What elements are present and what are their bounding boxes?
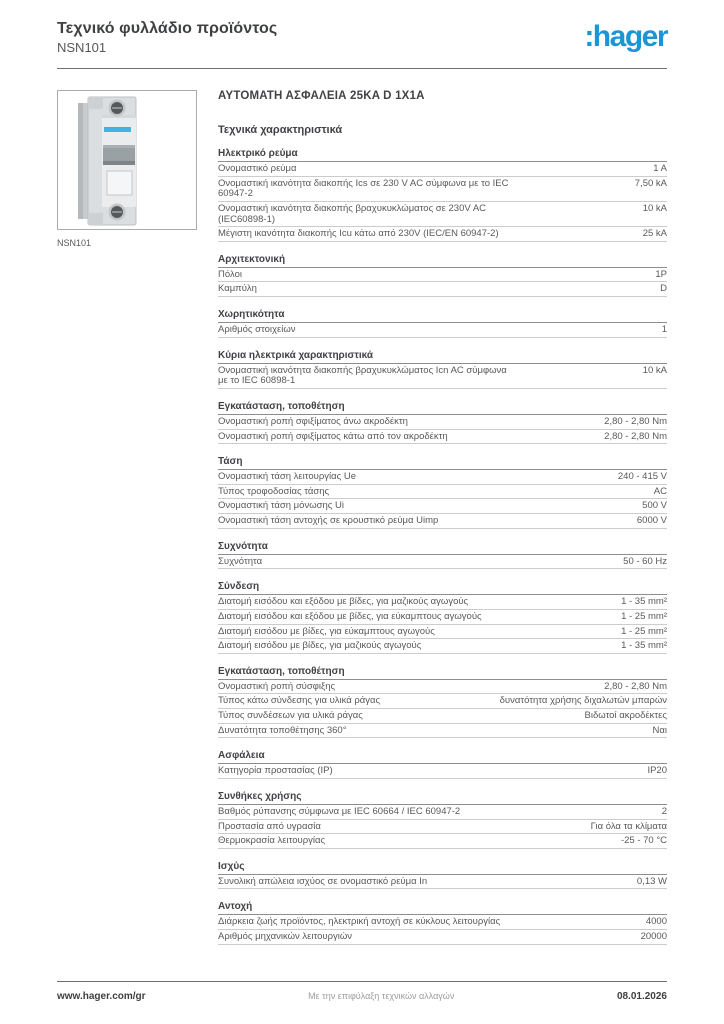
- spec-label: Διατομή εισόδου με βίδες, για εύκαμπτους αγωγούς: [218, 625, 435, 637]
- spec-value: 20000: [640, 931, 667, 942]
- hager-logo: :hager: [584, 20, 667, 53]
- page-title: Τεχνικό φυλλάδιο προϊόντος: [57, 20, 278, 37]
- spec-group-title: Ισχύς: [218, 861, 667, 875]
- tech-characteristics-heading: Τεχνικά χαρακτηριστικά: [218, 124, 343, 136]
- spec-group: [218, 901, 667, 944]
- spec-row: [218, 282, 667, 297]
- spec-row: [218, 764, 667, 779]
- spec-label: Μέγιστη ικανότητα διακοπής Icu κάτω από 230V (IEC/EN 60947-2): [218, 228, 499, 240]
- spec-group-title: Σύνδεση: [218, 581, 667, 595]
- footer-website-link[interactable]: www.hager.com/gr: [57, 991, 146, 1002]
- spec-value: 10 kA: [642, 364, 667, 376]
- spec-row: [218, 724, 667, 739]
- spec-value: 2,80 - 2,80 Nm: [604, 415, 667, 427]
- spec-group-rows: [218, 364, 667, 389]
- spec-label: Αριθμός μηχανικών λειτουργιών: [218, 931, 353, 942]
- spec-value: 25 kA: [642, 228, 667, 240]
- spec-group-title: Αρχιτεκτονική: [218, 254, 667, 268]
- spec-row: [218, 694, 667, 709]
- spec-group-rows: [218, 805, 667, 849]
- spec-group-title: Τάση: [218, 456, 667, 470]
- spec-label: Κατηγορία προστασίας (IP): [218, 765, 333, 777]
- spec-label: Βαθμός ρύπανσης σύμφωνα με IEC 60664 / IEC 60947-2: [218, 805, 461, 817]
- spec-value: 7,50 kA: [634, 177, 667, 189]
- spec-value: Για όλα τα κλίματα: [590, 820, 667, 832]
- spec-group-title: Χωρητικότητα: [218, 309, 667, 323]
- spec-group-title: Εγκατάσταση, τοποθέτηση: [218, 401, 667, 415]
- spec-label: Ονομαστική τάση λειτουργίας Ue: [218, 471, 356, 483]
- spec-label: Ονομαστική τάση αντοχής σε κρουστικό ρεύμα Uimp: [218, 515, 439, 526]
- spec-label: Ονομαστικό ρεύμα: [218, 163, 297, 174]
- spec-row: [218, 177, 667, 202]
- spec-group-title: Συχνότητα: [218, 541, 667, 555]
- spec-group-title: Κύρια ηλεκτρικά χαρακτηριστικά: [218, 350, 667, 364]
- product-photo: [57, 90, 197, 230]
- spec-row: [218, 820, 667, 835]
- spec-value: -25 - 70 °C: [620, 835, 667, 847]
- spec-row: [218, 485, 667, 500]
- spec-row: [218, 162, 667, 177]
- spec-label: Πόλοι: [218, 268, 242, 280]
- spec-label: Ονομαστική ικανότητα διακοπής βραχυκυκλώματος Icn AC σύμφωνα με το IEC 60898-1: [218, 364, 507, 387]
- spec-group-rows: [218, 162, 667, 242]
- spec-value: 1: [661, 324, 667, 335]
- product-name: ΑΥΤΟΜΑΤΗ ΑΣΦΑΛΕΙΑ 25KA D 1X1A: [218, 90, 425, 102]
- spec-label: Συνολική απώλεια ισχύος σε ονομαστικό ρεύμα In: [218, 875, 428, 887]
- spec-value: 2: [661, 805, 667, 817]
- page-header: [57, 20, 667, 55]
- product-image-caption: NSN101: [57, 238, 92, 248]
- spec-label: Προστασία από υγρασία: [218, 820, 321, 832]
- spec-group-rows: [218, 595, 667, 654]
- spec-value: 1 - 25 mm²: [621, 625, 667, 637]
- product-code: NSN101: [57, 40, 107, 55]
- spec-row: [218, 875, 667, 890]
- spec-row: [218, 915, 667, 930]
- spec-label: Τύπος τροφοδοσίας τάσης: [218, 485, 330, 497]
- spec-group-title: Εγκατάσταση, τοποθέτηση: [218, 666, 667, 680]
- spec-value: 1 - 35 mm²: [621, 640, 667, 652]
- spec-label: Ονομαστική ροπή σφιξίματος άνω ακροδέκτη: [218, 415, 408, 427]
- spec-row: [218, 709, 667, 724]
- spec-value: D: [660, 283, 667, 295]
- spec-row: [218, 834, 667, 849]
- spec-value: 240 - 415 V: [617, 471, 667, 483]
- spec-label: Διατομή εισόδου και εξόδου με βίδες, για μαζικούς αγωγούς: [218, 596, 469, 608]
- spec-label: Αριθμός στοιχείων: [218, 324, 296, 335]
- header-title-block: [57, 20, 277, 55]
- spec-row: [218, 930, 667, 945]
- spec-row: [218, 227, 667, 242]
- spec-label: Διατομή εισόδου με βίδες, για μαζικούς αγωγούς: [218, 640, 422, 652]
- header-divider: [57, 68, 667, 69]
- spec-label: Ονομαστική ροπή σύσφιξης: [218, 680, 336, 692]
- spec-group-rows: [218, 268, 667, 297]
- footer-divider: [57, 981, 667, 982]
- spec-group-rows: [218, 915, 667, 944]
- spec-row: [218, 323, 667, 338]
- product-image-column: [57, 90, 197, 945]
- spec-label: Διατομή εισόδου και εξόδου με βίδες, για εύκαμπτους αγωγούς: [218, 610, 482, 622]
- spec-value: 4000: [645, 916, 667, 928]
- spec-label: Ονομαστική ικανότητα διακοπής βραχυκυκλώματος σε 230V AC (IEC60898-1): [218, 202, 487, 225]
- spec-group: [218, 791, 667, 849]
- spec-label: Διάρκεια ζωής προϊόντος, ηλεκτρική αντοχή σε κύκλους λειτουργίας: [218, 916, 501, 928]
- spec-group: [218, 541, 667, 570]
- spec-value: 1 - 25 mm²: [621, 610, 667, 622]
- spec-value: 1 - 35 mm²: [621, 596, 667, 608]
- spec-group: [218, 581, 667, 654]
- spec-group: [218, 148, 667, 242]
- spec-group-rows: [218, 555, 667, 570]
- spec-group: [218, 456, 667, 529]
- spec-value: 2,80 - 2,80 Nm: [604, 430, 667, 442]
- spec-group-rows: [218, 764, 667, 779]
- spec-row: [218, 639, 667, 654]
- spec-row: [218, 625, 667, 640]
- spec-row: [218, 514, 667, 529]
- spec-label: Ονομαστική ροπή σφιξίματος κάτω από τον ακροδέκτη: [218, 430, 448, 442]
- spec-row: [218, 430, 667, 445]
- spec-value: AC: [653, 485, 667, 497]
- spec-value: 1 A: [653, 163, 667, 174]
- circuit-breaker-image: [58, 91, 196, 229]
- footer-date: 08.01.2026: [616, 991, 667, 1002]
- spec-value: 10 kA: [642, 202, 667, 214]
- spec-label: Καμπύλη: [218, 283, 257, 295]
- spec-row: [218, 805, 667, 820]
- spec-value: Ναι: [652, 724, 667, 736]
- spec-value: Βιδωτοί ακροδέκτες: [584, 710, 667, 721]
- spec-group-rows: [218, 323, 667, 338]
- footer-disclaimer: Με την επιφύλαξη τεχνικών αλλαγών: [308, 991, 455, 1001]
- spec-column: [218, 90, 667, 945]
- spec-group: [218, 350, 667, 389]
- page-footer: [57, 981, 667, 1002]
- spec-group: [218, 309, 667, 338]
- spec-value: 6000 V: [636, 515, 667, 526]
- spec-label: Τύπος συνδέσεων για υλικά ράγας: [218, 710, 363, 721]
- spec-group-rows: [218, 875, 667, 890]
- spec-group-rows: [218, 470, 667, 529]
- spec-group-title: Συνθήκες χρήσης: [218, 791, 667, 805]
- main-content: [57, 90, 667, 945]
- spec-row: [218, 610, 667, 625]
- spec-value: 1P: [655, 268, 667, 280]
- spec-value: 2,80 - 2,80 Nm: [604, 680, 667, 692]
- spec-label: Ονομαστική τάση μόνωσης Ui: [218, 500, 344, 512]
- spec-group: [218, 750, 667, 779]
- spec-group-rows: [218, 415, 667, 444]
- spec-row: [218, 680, 667, 695]
- spec-group-title: Αντοχή: [218, 901, 667, 915]
- spec-group: [218, 254, 667, 297]
- spec-label: Συχνότητα: [218, 555, 263, 567]
- spec-group-title: Ηλεκτρικό ρεύμα: [218, 148, 667, 162]
- spec-row: [218, 415, 667, 430]
- spec-value: δυνατότητα χρήσης διχαλωτών μπαρών: [499, 695, 667, 707]
- spec-row: [218, 364, 667, 389]
- spec-group: [218, 666, 667, 739]
- spec-groups: [218, 148, 667, 945]
- spec-group: [218, 861, 667, 890]
- spec-value: 0,13 W: [636, 875, 667, 887]
- spec-group-title: Ασφάλεια: [218, 750, 667, 764]
- spec-row: [218, 268, 667, 283]
- spec-label: Ονομαστική ικανότητα διακοπής Ics σε 230 V AC σύμφωνα με το IEC 60947-2: [218, 177, 509, 200]
- spec-label: Τύπος κάτω σύνδεσης για υλικά ράγας: [218, 695, 381, 707]
- spec-group: [218, 401, 667, 444]
- spec-row: [218, 470, 667, 485]
- spec-group-rows: [218, 680, 667, 739]
- spec-row: [218, 555, 667, 570]
- footer-row: [57, 991, 667, 1002]
- spec-value: 50 - 60 Hz: [623, 555, 667, 567]
- spec-value: IP20: [647, 765, 667, 777]
- spec-label: Δυνατότητα τοποθέτησης 360°: [218, 724, 347, 736]
- spec-row: [218, 202, 667, 227]
- spec-value: 500 V: [642, 500, 667, 512]
- spec-row: [218, 499, 667, 514]
- spec-row: [218, 595, 667, 610]
- spec-label: Θερμοκρασία λειτουργίας: [218, 835, 326, 847]
